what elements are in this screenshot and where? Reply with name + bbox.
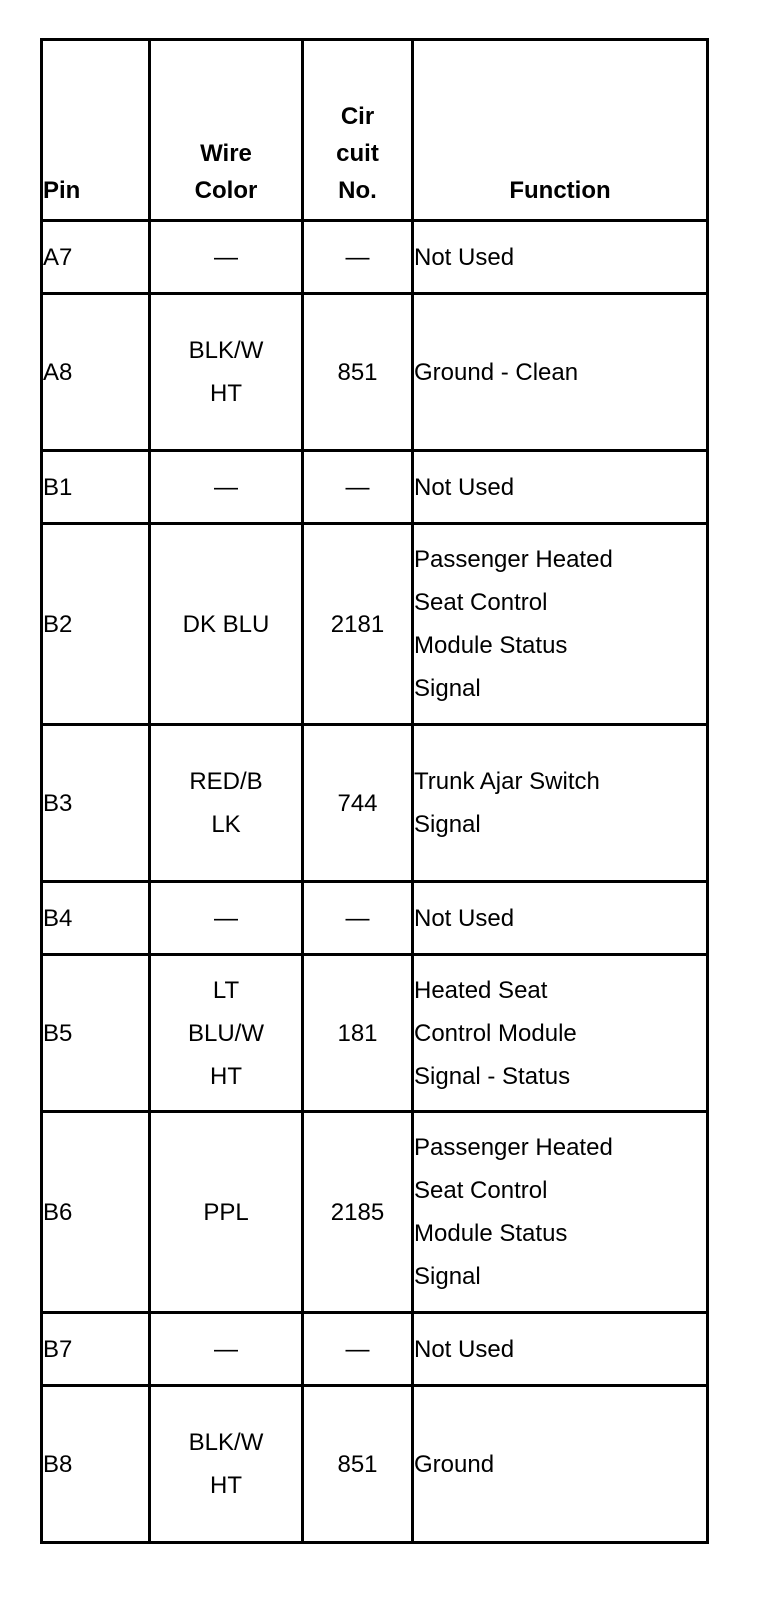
table-row — [42, 524, 708, 725]
table-row — [42, 725, 708, 882]
cell-circuit-no: 2185 — [303, 1112, 413, 1313]
cell-function: Ground — [413, 1386, 708, 1543]
cell-circuit-no: — — [303, 451, 413, 524]
cell-function: Passenger Heated Seat Control Module Status Signal — [413, 1112, 708, 1313]
table-row — [42, 1313, 708, 1386]
cell-wire-color: BLK/W HT — [150, 1386, 303, 1543]
cell-circuit-no: — — [303, 221, 413, 294]
cell-circuit-no: 851 — [303, 1386, 413, 1543]
cell-circuit-no: 851 — [303, 294, 413, 451]
cell-circuit-no: 744 — [303, 725, 413, 882]
cell-function: Not Used — [413, 221, 708, 294]
cell-function: Not Used — [413, 1313, 708, 1386]
cell-pin: B2 — [42, 524, 150, 725]
cell-wire-color: — — [150, 882, 303, 955]
cell-wire-color: — — [150, 221, 303, 294]
table-row — [42, 1112, 708, 1313]
cell-pin: A7 — [42, 221, 150, 294]
cell-pin: B6 — [42, 1112, 150, 1313]
connector-pinout-table — [40, 38, 709, 1544]
cell-circuit-no: — — [303, 1313, 413, 1386]
cell-function: Heated Seat Control Module Signal - Status — [413, 955, 708, 1112]
cell-function: Not Used — [413, 451, 708, 524]
cell-pin: B3 — [42, 725, 150, 882]
table-row — [42, 955, 708, 1112]
cell-wire-color: — — [150, 451, 303, 524]
cell-function: Passenger Heated Seat Control Module Status Signal — [413, 524, 708, 725]
cell-pin: B7 — [42, 1313, 150, 1386]
cell-pin: B8 — [42, 1386, 150, 1543]
table-row — [42, 221, 708, 294]
cell-wire-color: PPL — [150, 1112, 303, 1313]
table-row — [42, 1386, 708, 1543]
cell-pin: B1 — [42, 451, 150, 524]
cell-circuit-no: 2181 — [303, 524, 413, 725]
cell-pin: B4 — [42, 882, 150, 955]
cell-wire-color: DK BLU — [150, 524, 303, 725]
cell-function: Ground - Clean — [413, 294, 708, 451]
header-wire-color: Wire Color — [150, 40, 303, 221]
cell-wire-color: — — [150, 1313, 303, 1386]
cell-wire-color: LT BLU/W HT — [150, 955, 303, 1112]
table-header-row — [42, 40, 708, 221]
cell-wire-color: BLK/W HT — [150, 294, 303, 451]
table-row — [42, 882, 708, 955]
cell-circuit-no: — — [303, 882, 413, 955]
table-row — [42, 451, 708, 524]
cell-pin: A8 — [42, 294, 150, 451]
header-circuit-no: Cir cuit No. — [303, 40, 413, 221]
cell-circuit-no: 181 — [303, 955, 413, 1112]
cell-pin: B5 — [42, 955, 150, 1112]
cell-function: Trunk Ajar Switch Signal — [413, 725, 708, 882]
cell-wire-color: RED/B LK — [150, 725, 303, 882]
cell-function: Not Used — [413, 882, 708, 955]
header-function: Function — [413, 40, 708, 221]
header-pin: Pin — [42, 40, 150, 221]
table-row — [42, 294, 708, 451]
